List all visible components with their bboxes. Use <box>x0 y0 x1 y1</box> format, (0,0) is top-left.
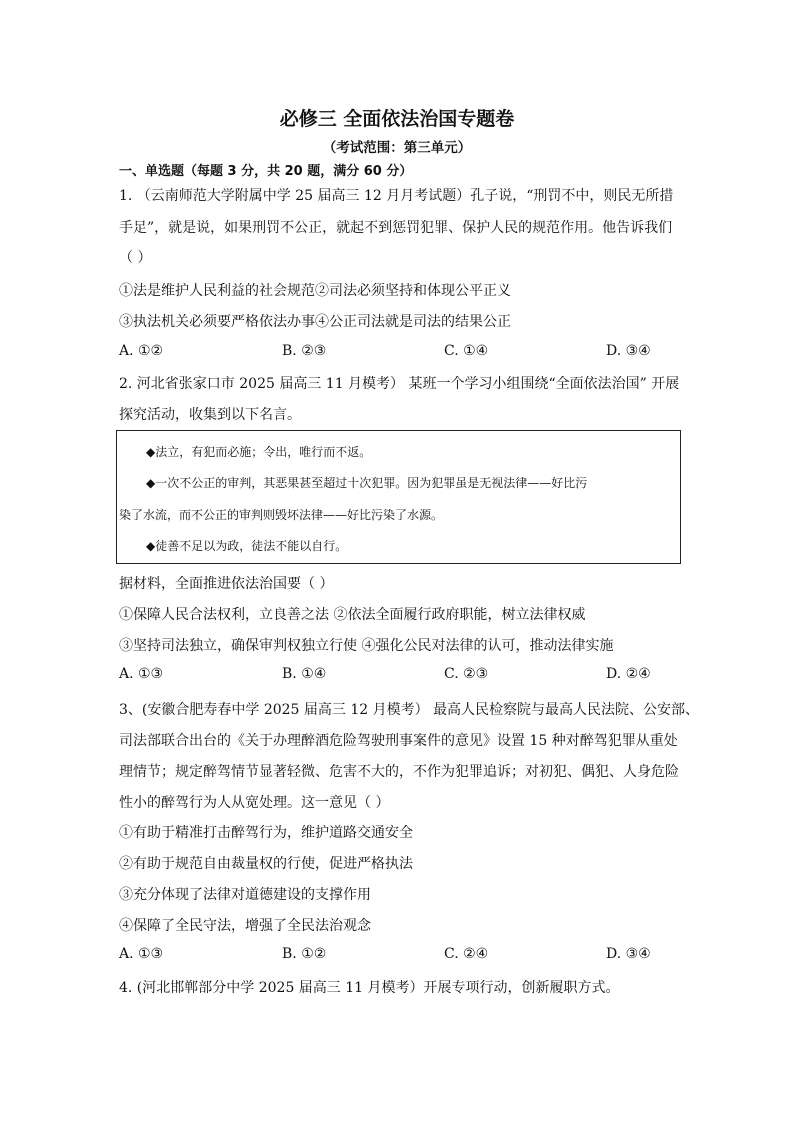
q1-option-c[interactable]: C. ①④ <box>444 343 489 359</box>
q3-option-a[interactable]: A. ①③ <box>119 946 164 962</box>
q1-stem-line-2: 手足”，就是说，如果刑罚不公正，就起不到惩罚犯罪、保护人民的规范作用。他告诉我们 <box>119 220 673 236</box>
q3-option-c[interactable]: C. ②④ <box>444 946 489 962</box>
q2-option-a[interactable]: A. ①③ <box>119 666 164 682</box>
q3-option-d[interactable]: D. ③④ <box>606 946 651 962</box>
q4-stem-line-1: 4. (河北邯郸部分中学 2025 届高三 11 月模考）开展专项行动，创新履职方式。 <box>119 980 620 996</box>
q2-statement-1: ①保障人民合法权利，立良善之法 ②依法全面履行政府职能，树立法律权威 <box>119 607 586 623</box>
section-heading: 一、单选题（每题 3 分，共 20 题，满分 60 分） <box>119 164 413 179</box>
exam-scope-subtitle: （考试范围：第三单元） <box>322 140 472 156</box>
q3-statement-3: ③充分体现了法律对道德建设的支撑作用 <box>119 887 371 903</box>
quotation-2: ◆一次不公正的审判，其恶果甚至超过十次犯罪。因为犯罪虽是无视法律——好比污 <box>146 476 588 490</box>
q2-option-b[interactable]: B. ①④ <box>282 666 327 682</box>
q2-statement-2: ③坚持司法独立，确保审判权独立行使 ④强化公民对法律的认可，推动法律实施 <box>119 638 614 654</box>
q1-option-a[interactable]: A. ①② <box>119 343 164 359</box>
quotation-1: ◆法立，有犯而必施；令出，唯行而不返。 <box>146 445 372 459</box>
q3-stem-line-4: 性小的醉驾行为人从宽处理。这一意见（ ） <box>119 795 390 811</box>
q3-statement-4: ④保障了全民守法，增强了全民法治观念 <box>119 918 371 934</box>
q2-stem-line-1: 2. 河北省张家口市 2025 届高三 11 月模考） 某班一个学习小组围绕“全面依法治国” 开展 <box>119 376 680 392</box>
q1-statement-2: ③执法机关必须要严格依法办事④公正司法就是司法的结果公正 <box>119 314 511 330</box>
q1-statement-1: ①法是维护人民利益的社会规范②司法必须坚持和体现公平正义 <box>119 283 511 299</box>
q1-option-d[interactable]: D. ③④ <box>606 343 651 359</box>
q2-stem-line-2: 探究活动，收集到以下名言。 <box>119 407 301 423</box>
quotation-3: ◆徒善不足以为政，徒法不能以自行。 <box>146 539 348 553</box>
q1-stem-line-1: 1. （云南师范大学附属中学 25 届高三 12 月月考试题）孔子说，“刑罚不中，则民无所措 <box>119 188 674 204</box>
q3-option-b[interactable]: B. ①② <box>282 946 327 962</box>
q3-stem-line-2: 司法部联合出台的《关于办理醉酒危险驾驶刑事案件的意见》设置 15 种对醉驾犯罪从重处 <box>119 733 678 749</box>
q2-option-c[interactable]: C. ②③ <box>444 666 489 682</box>
page-title: 必修三 全面依法治国专题卷 <box>279 108 515 130</box>
q3-statement-2: ②有助于规范自由裁量权的行使，促进严格执法 <box>119 856 413 872</box>
q2-stem-line-3: 据材料，全面推进依法治国要（ ） <box>119 576 334 592</box>
q3-stem-line-1: 3、(安徽合肥寿春中学 2025 届高三 12 月模考） 最高人民检察院与最高人民法院、公安部、 <box>119 702 700 718</box>
q1-stem-line-3: （ ） <box>119 250 152 266</box>
quotation-2-cont: 染了水流，而不公正的审判则毁坏法律——好比污染了水源。 <box>119 508 444 522</box>
q3-stem-line-3: 理情节；规定醉驾情节显著轻微、危害不大的，不作为犯罪追诉；对初犯、偶犯、人身危险 <box>119 764 679 780</box>
q3-statement-1: ①有助于精准打击醉驾行为，维护道路交通安全 <box>119 825 413 841</box>
q2-option-d[interactable]: D. ②④ <box>606 666 651 682</box>
q1-option-b[interactable]: B. ②③ <box>282 343 327 359</box>
